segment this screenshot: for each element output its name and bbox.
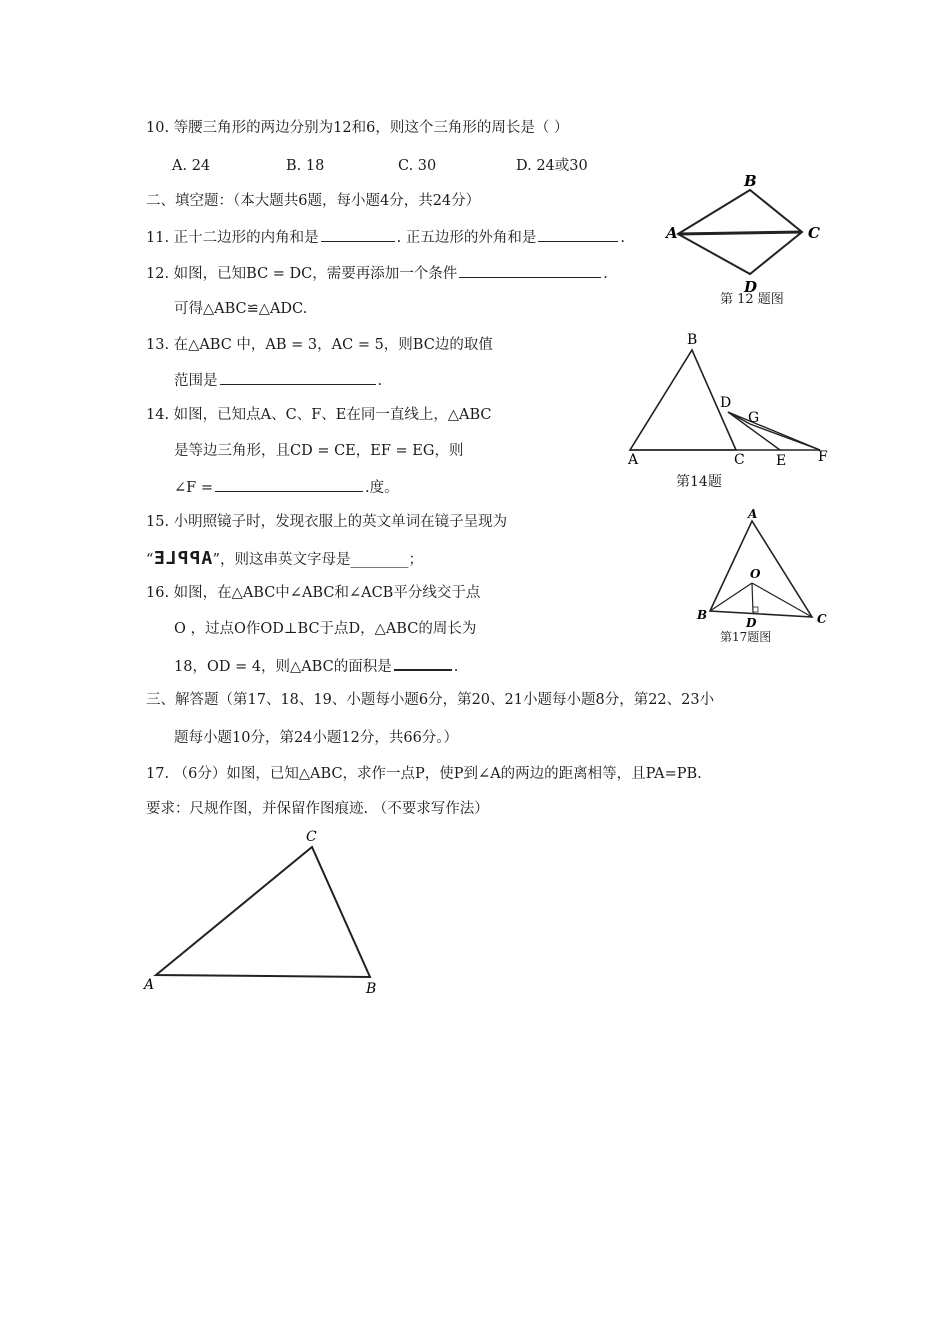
q14-end: .度。 [364,480,399,496]
q11 [146,227,625,248]
q10-option-c: C. 30 [398,158,437,174]
fig12-label-d: D [744,278,758,296]
fig14-label-b: B [687,332,698,348]
q10-stem: 10. 等腰三角形的两边分别为12和6，则这个三角形的周长是（ ） [146,120,569,136]
fig17-triangle-abc [156,847,370,977]
fig14-label-d: D [720,395,732,411]
fig12-label-a: A [666,224,678,242]
figure-q12 [660,170,830,330]
fig16-label-d: D [746,616,757,630]
q17-line2: 要求：尺规作图，并保留作图痕迹. （不要求写作法） [146,801,489,817]
fig14-label-a: A [628,452,639,468]
q12-end: . [603,266,608,282]
q13-line2 [174,370,382,391]
q10-option-a: A. 24 [172,158,211,174]
fig14-line-df [728,412,820,450]
fig16-triangle-abc [710,521,812,617]
fig16-bisector-co [752,583,812,617]
q15-open-quote: “ [146,552,154,568]
q15-rest: ”，则这串英文字母是________； [212,552,424,568]
q11-part2: . 正五边形的外角和是 [396,230,537,246]
q16-blank[interactable] [394,655,452,671]
fig17-label-c: C [306,829,317,845]
q10-option-d: D. 24或30 [516,158,588,174]
q17-line1: 17. （6分）如图，已知△ABC，求作一点P，使P到∠A的两边的距离相等，且PA=PB. [146,766,702,782]
fig16-right-angle-mark [753,607,758,612]
section-2-title: 二、填空题：（本大题共6题，每小题4分，共24分） [146,193,481,209]
fig16-label-c: C [817,612,827,626]
q13-end: . [377,373,383,389]
mirrored-word: APPLE [153,548,213,569]
q16-line2: O ，过点O作OD⊥BC于点D，△ABC的周长为 [174,621,477,637]
q14-line2: 是等边三角形，且CD = CE，EF = EG，则 [174,443,464,459]
fig16-label-o: O [750,567,761,581]
fig14-label-g: G [748,410,760,426]
q12-text: 12. 如图，已知BC = DC，需要再添加一个条件 [146,266,458,282]
q12-line1 [146,263,608,284]
section-3-line2: 题每小题10分，第24小题12分，共66分。） [174,730,459,746]
figure-q16 [690,505,840,645]
fig14-label-f: F [818,449,828,465]
fig14-label-e: E [776,453,787,468]
fig12-diagonal-ac [678,232,802,234]
q10-option-b: B. 18 [286,158,325,174]
figure-q17 [140,825,390,1000]
q12-blank[interactable] [459,263,601,278]
fig12-caption: 第 12 题图 [720,292,784,307]
q16-text: 18，OD = 4，则△ABC的面积是 [174,659,392,675]
q11-end: . [620,230,625,246]
q16-line3 [174,655,458,677]
q14-text: ∠F = [174,480,213,496]
q14-line1: 14. 如图，已知点A、C、F、E在同一直线上，△ABC [146,407,492,423]
fig17-label-a: A [144,977,155,993]
q15-line1: 15. 小明照镜子时，发现衣服上的英文单词在镜子呈现为 [146,514,508,530]
fig14-caption: 第14题 [676,474,722,490]
q14-line3 [174,477,399,498]
q13-blank[interactable] [220,370,376,385]
fig12-label-c: C [808,224,820,242]
q16-end: . [453,659,459,675]
q13-text: 范围是 [174,373,218,389]
fig16-caption: 第17题图 [720,630,772,644]
q11-blank-1[interactable] [321,227,395,242]
q14-blank[interactable] [215,477,363,492]
q11-part1: 11. 正十二边形的内角和是 [146,230,319,246]
q11-blank-2[interactable] [538,227,618,242]
fig17-label-b: B [366,981,377,997]
q16-line1: 16. 如图，在△ABC中∠ABC和∠ACB平分线交于点 [146,585,481,601]
fig14-label-c: C [734,452,745,468]
fig16-label-b: B [697,608,708,622]
q13-line1: 13. 在△ABC 中，AB = 3，AC = 5，则BC边的取值 [146,337,493,353]
figure-q14 [620,328,840,493]
section-3-line1: 三、解答题（第17、18、19、小题每小题6分，第20、21小题每小题8分，第22、23小 [146,692,715,708]
q12-line2: 可得△ABC≌△ADC. [174,301,308,317]
fig16-label-a: A [748,507,758,521]
fig12-label-b: B [744,172,757,190]
q15-line2 [146,549,423,570]
